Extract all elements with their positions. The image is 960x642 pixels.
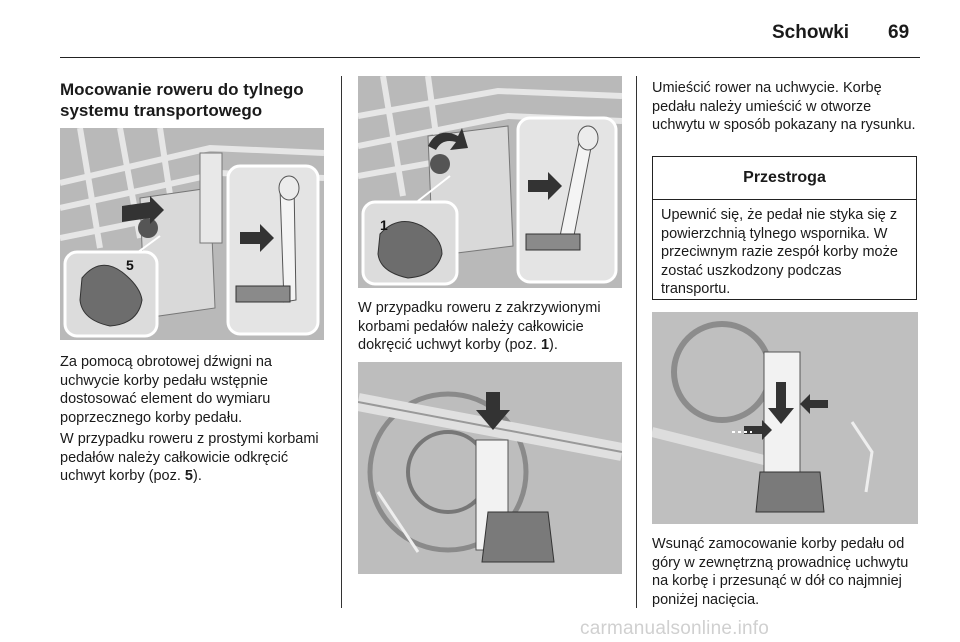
col3-paragraph-2: Wsunąć zamocowanie korby pedału od góry w zewnętrzną prowadnicę uchwytu na korbę i przesunąć w dół co najmniej poniżej nacięcia. [652,536,909,608]
watermark: carmanualsonline.info [580,618,770,639]
figure-1-knob-label: 5 [126,257,134,273]
header-rule [60,57,920,58]
figure-2-knob-label: 1 [380,217,388,233]
figure-crank-holder-setting-5 [60,128,324,340]
col2-paragraph-1-end: ). [549,337,558,353]
col1-paragraph-1: Za pomocą obrotowej dźwigni na uchwycie korby pedału wstępnie dostosować element do wymiaru poprzecznego korby pedału. [60,354,272,426]
caution-title: Przestroga [653,157,916,200]
caution-text: Upewnić się, że pedał nie styka się z powierzchnią tylnego wspornika. W przeciwnym razie zespół korby może zostać uszkodzony podczas transportu. [661,207,898,297]
figure-crank-holder-setting-1 [358,76,622,288]
figure-crank-mount-slide-drawing [652,312,918,524]
figure-crank-holder-setting-5-drawing [60,128,324,340]
caution-box [652,156,917,300]
header-title: Schowki [772,22,850,43]
figure-crank-mount-slide [652,312,918,524]
figure-crank-holder-setting-1-drawing [358,76,622,288]
column-divider-2 [636,76,637,608]
column-divider-1 [341,76,342,608]
figure-bike-crank-inserted-drawing [358,362,622,574]
col1-paragraph-2-text: W przypadku roweru z prostymi korbami pedałów należy całkowicie odkręcić uchwyt korby (poz. [60,431,319,484]
figure-bike-crank-inserted [358,362,622,574]
col3-paragraph-1: Umieścić rower na uchwycie. Korbę pedału należy umieścić w otworze uchwytu w sposób pokazany na rysunku. [652,80,916,133]
section-title: Mocowanie roweru do tylnego systemu transportowego [60,80,304,120]
page-number: 69 [888,22,910,43]
col2-paragraph-1-text: W przypadku roweru z zakrzywionymi korbami pedałów należy całkowicie dokręcić uchwyt korby (poz. [358,300,601,353]
col1-paragraph-2-end: ). [193,468,202,484]
col1-position-ref: 5 [184,468,193,484]
col2-position-ref: 1 [540,337,550,353]
col1-paragraph-2 [60,430,322,486]
col2-paragraph-1 [358,299,628,355]
